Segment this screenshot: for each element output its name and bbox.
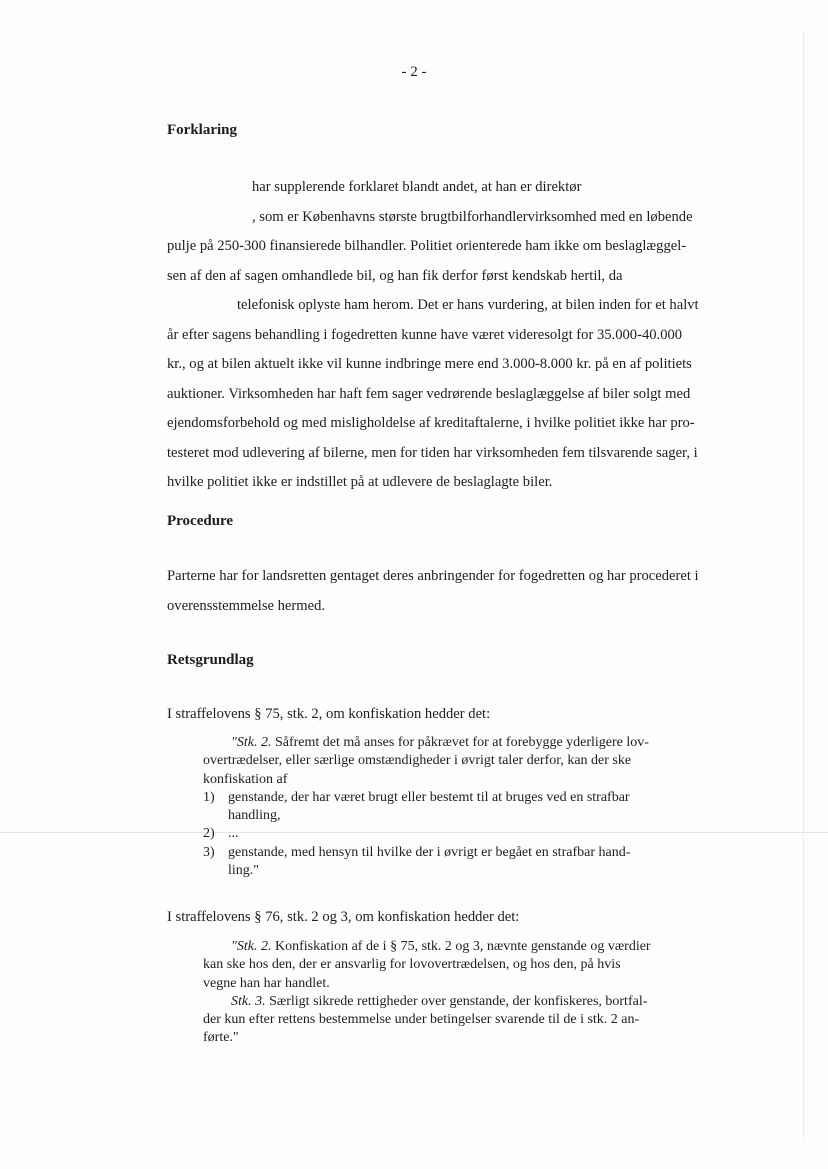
paragraph-line: ejendomsforbehold og med misligholdelse af kreditaftalerne, i hvilke politiet ikke har pro- [167, 415, 695, 431]
paragraph-line: pulje på 250-300 finansierede bilhandler. Politiet orienterede ham ikke om beslaglæggel- [167, 238, 687, 254]
legal-intro-76: I straffelovens § 76, stk. 2 og 3, om konfiskation hedder det: [167, 909, 520, 925]
paragraph-line: sen af den af sagen omhandlede bil, og han fik derfor først kendskab hertil, da [167, 267, 623, 284]
paragraph-line: overensstemmelse hermed. [167, 597, 326, 614]
quote-list [203, 789, 713, 880]
quote-76 [203, 938, 713, 1048]
heading-forklaring: Forklaring [167, 122, 237, 138]
list-item: 2) ... [203, 826, 239, 842]
quote-line: "Stk. 2. Såfremt det må anses for påkrævet for at forebygge yderligere lov- [231, 735, 649, 750]
quote-line: overtrædelser, eller særlige omstændigheder i øvrigt taler derfor, kan der ske [203, 753, 632, 769]
heading-retsgrundlag: Retsgrundlag [167, 652, 254, 668]
scan-edge [803, 30, 804, 1140]
page-number: - 2 - [401, 64, 427, 80]
paragraph-line: har supplerende forklaret blandt andet, at han er direktør [252, 179, 582, 195]
paragraph-line: telefonisk oplyste ham herom. Det er hans vurdering, at bilen inden for et halvt [237, 297, 699, 313]
quote-line: kan ske hos den, der er ansvarlig for lovovertrædelsen, og hos den, på hvis [203, 957, 621, 973]
quote-75 [203, 734, 713, 880]
quote-line: Stk. 3. Særligt sikrede rettigheder over genstande, der konfiskeres, bortfal- [231, 993, 648, 1009]
paragraph-line: testeret mod udlevering af bilerne, men for tiden har virksomheden fem tilsvarende sager, i [167, 444, 698, 461]
explanation-paragraph [167, 173, 750, 498]
paragraph-line: Parterne har for landsretten gentaget deres anbringender for fogedretten og har procederet i [167, 568, 699, 584]
quote-line: vegne han har handlet. [203, 975, 330, 991]
procedure-paragraph [167, 562, 750, 621]
list-item: 1) genstande, der har været brugt eller bestemt til at bruges ved en strafbar handling, [203, 789, 630, 824]
paragraph-line: auktioner. Virksomheden har haft fem sager vedrørende beslaglæggelse af biler solgt med [167, 385, 691, 402]
quote-line: konfiskation af [203, 771, 288, 787]
heading-procedure: Procedure [167, 513, 234, 529]
paragraph-line: kr., og at bilen aktuelt ikke vil kunne indbringe mere end 3.000-8.000 kr. på en af politiets [167, 356, 692, 372]
paragraph-line: hvilke politiet ikke er indstillet på at udlevere de beslaglagte biler. [167, 474, 553, 490]
paragraph-line: , som er Københavns største brugtbilforhandlervirksomhed med en løbende [252, 208, 693, 225]
legal-intro-75: I straffelovens § 75, stk. 2, om konfiskation hedder det: [167, 706, 491, 722]
quote-line: der kun efter rettens bestemmelse under betingelser svarende til de i stk. 2 an- [203, 1012, 640, 1028]
quote-line: førte." [203, 1030, 239, 1046]
paragraph-line: år efter sagens behandling i fogedretten kunne have været videresolgt for 35.000-40.000 [167, 326, 683, 343]
list-item: 3) genstande, med hensyn til hvilke der i øvrigt er begået en strafbar hand- ling." [203, 844, 631, 879]
quote-line: "Stk. 2. Konfiskation af de i § 75, stk. 2 og 3, nævnte genstande og værdier [231, 939, 651, 954]
